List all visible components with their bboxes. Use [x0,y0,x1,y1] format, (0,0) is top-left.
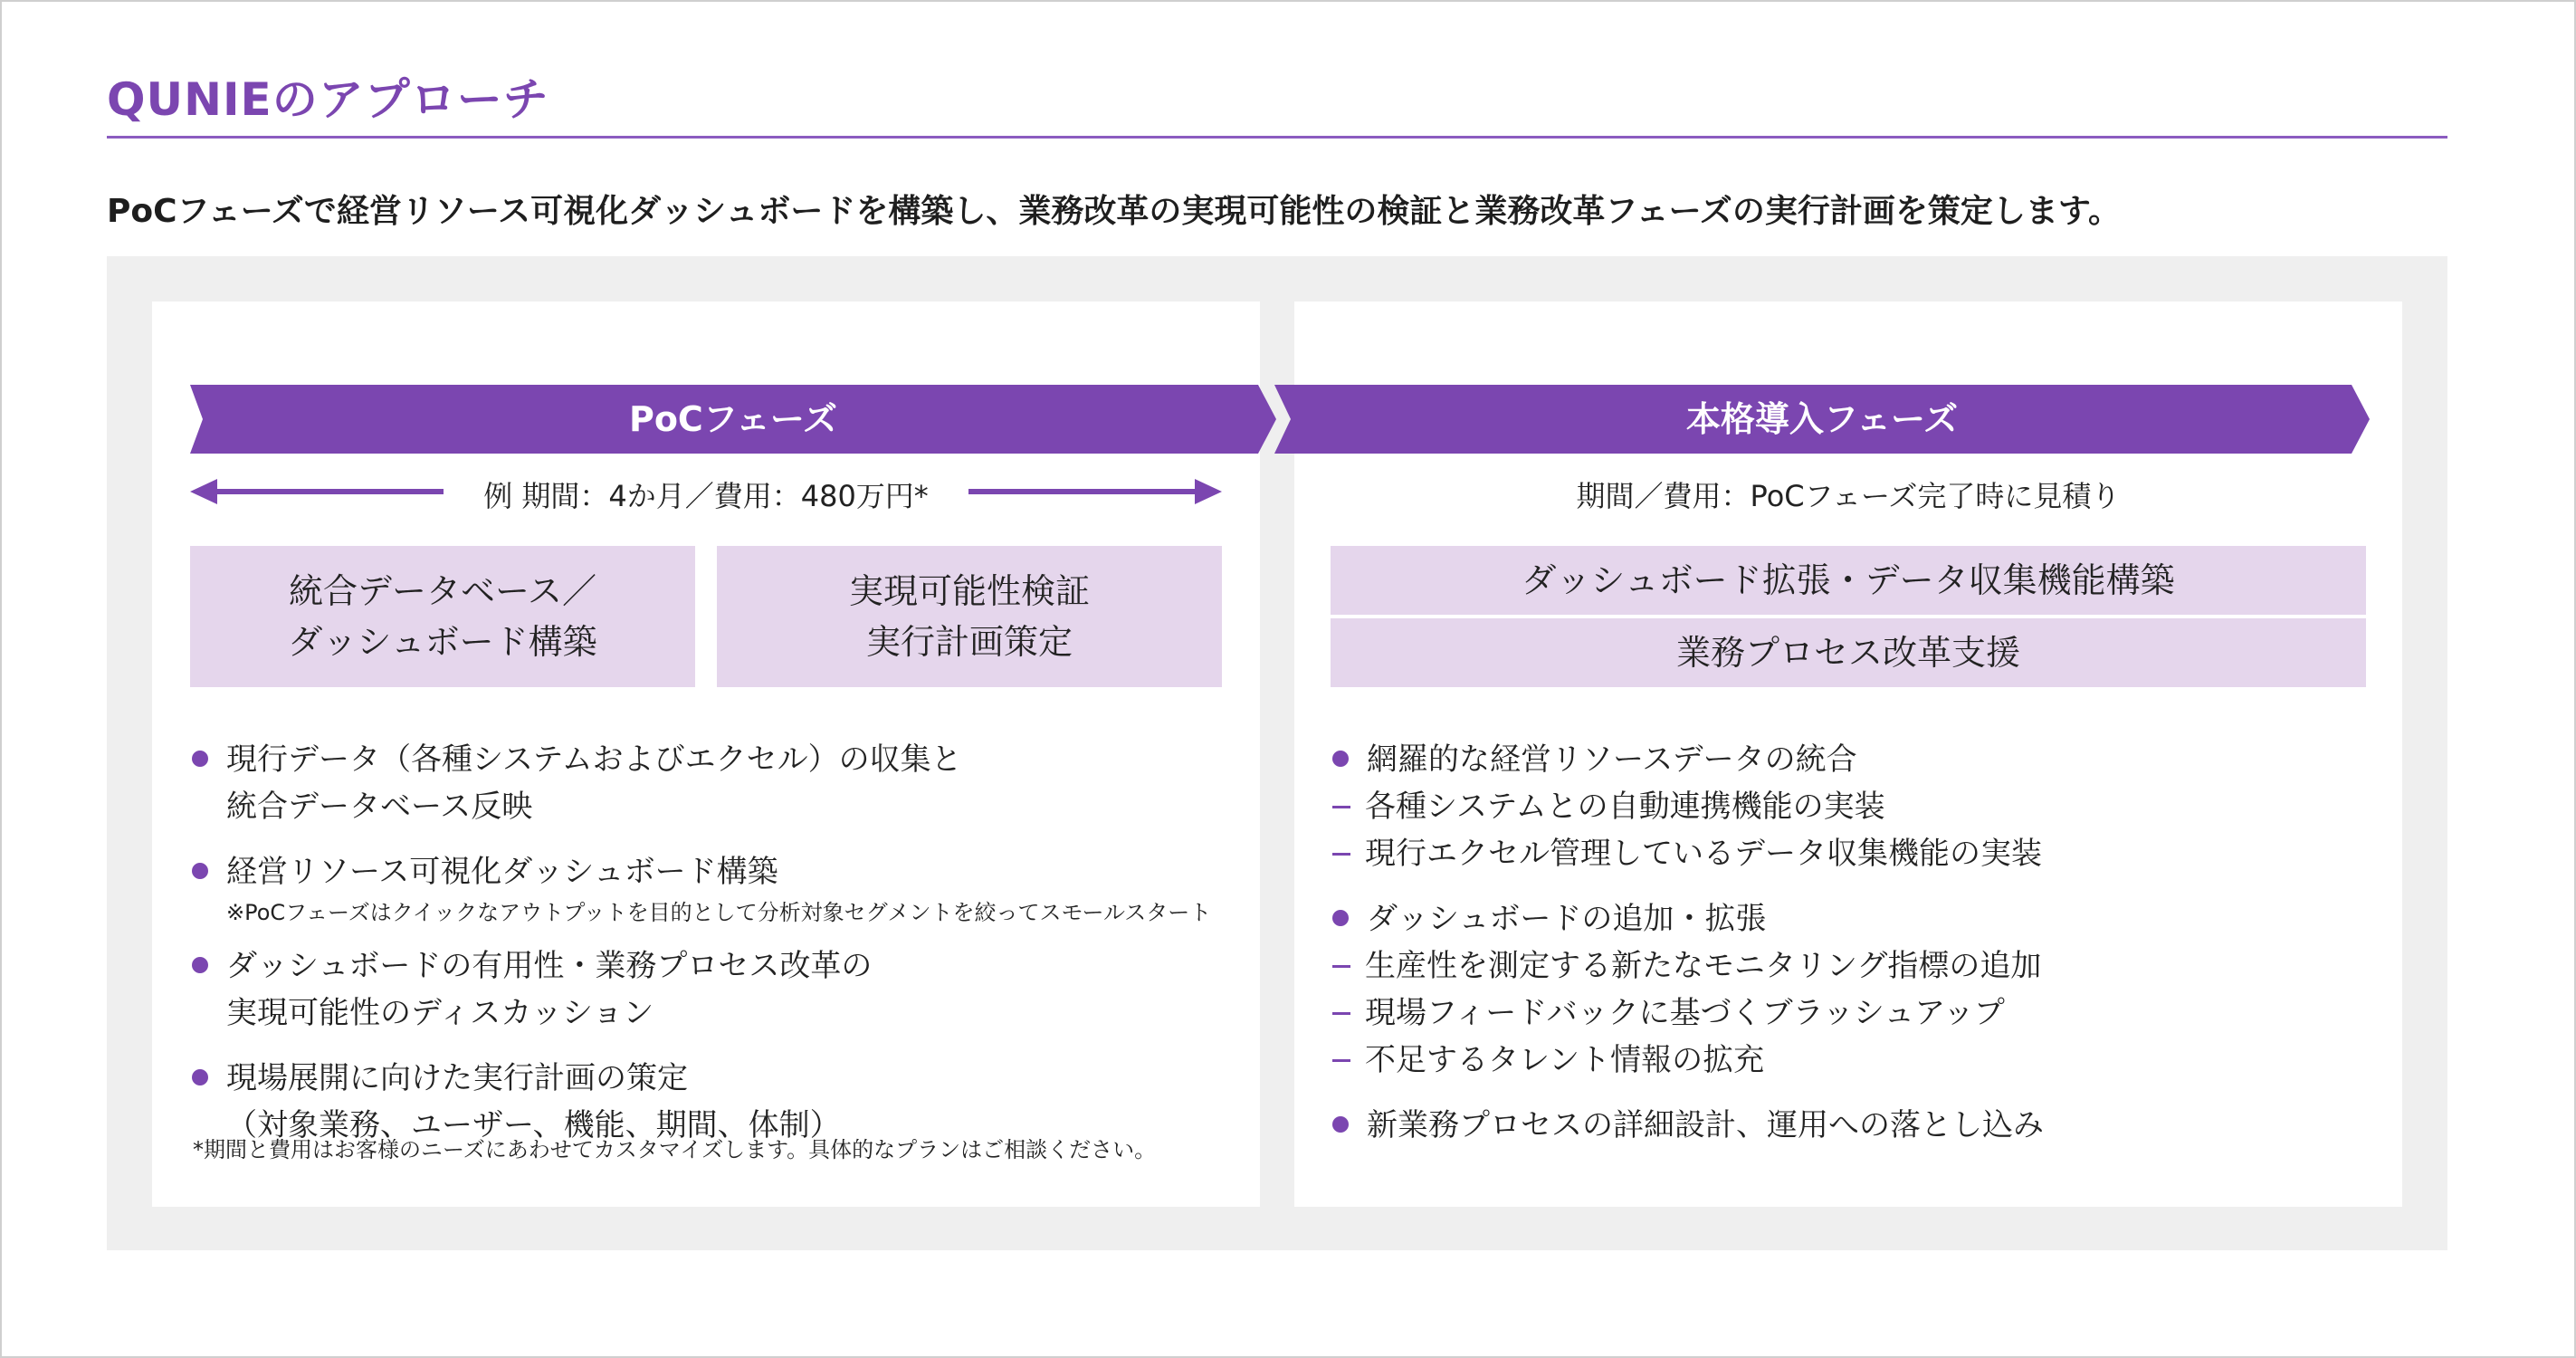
sub-item [1331,830,2380,877]
dash-icon [1332,806,1350,808]
sub-item [1331,990,2380,1037]
poc-period-row [190,464,1222,519]
title-divider [107,136,2447,139]
list-item [1331,1102,2380,1149]
sub-item-text: 不足するタレント情報の拡充 [1365,1042,1765,1078]
sub-item [1331,942,2380,990]
list-item-line: ダッシュボードの追加・拡張 [1367,901,1767,937]
full-rollout-panel [1294,301,2402,1207]
footnote: *期間と費用はお客様のニーズにあわせてカスタマイズします。具体的なプランはご相談ください。 [193,1137,1157,1162]
lead-text: PoCフェーズで経営リソース可視化ダッシュボードを構築し、業務改革の実現可能性の検証と業務改革フェーズの実行計画を策定します。 [107,193,2121,230]
list-item [190,736,1240,830]
sub-item [1331,1037,2380,1084]
dash-icon [1332,1059,1350,1062]
bullet-dot-icon [1332,751,1349,767]
rollout-phase-label: 本格導入フェーズ [1685,399,1959,439]
sub-item-text: 生産性を測定する新たなモニタリング指標の追加 [1365,948,2042,984]
dash-icon [1332,853,1350,856]
rollout-period-text: 期間／費用：PoCフェーズ完了時に見積り [1576,479,2121,513]
list-item-line: 新業務プロセスの詳細設計、運用への落とし込み [1367,1107,2044,1143]
sub-item-text: 現場フィードバックに基づくブラッシュアップ [1365,995,2005,1031]
sub-item-text: 現行エクセル管理しているデータ収集機能の実装 [1365,836,2042,872]
list-item-line: 経営リソース可視化ダッシュボード構築 [226,854,778,890]
sub-item-text: 各種システムとの自動連携機能の実装 [1365,789,1885,825]
list-item [1331,895,2380,1084]
poc-bullet-list [190,736,1240,1167]
bullet-dot-icon [1332,1116,1349,1133]
poc-period-text: 例 期間：4か月／費用：480万円* [483,479,929,513]
content-area [107,256,2447,1250]
list-item-line: 網羅的な経営リソースデータの統合 [1367,741,1857,778]
list-item-line: 実現可能性のディスカッション [226,995,654,1031]
page-title: QUNIEのアプローチ [107,73,549,126]
poc-box-database [190,546,695,687]
poc-box-verification [717,546,1222,687]
rollout-phase-chevron [1274,385,2370,454]
right-arrow-icon [968,477,1222,506]
poc-phase-chevron [190,385,1276,454]
poc-box-database-line2: ダッシュボード構築 [288,622,597,662]
list-item [1331,736,2380,877]
rollout-box-dashboard: ダッシュボード拡張・データ収集機能構築 [1331,546,2366,615]
bullet-dot-icon [192,863,208,879]
poc-box-database-line1: 統合データベース／ [288,571,597,611]
list-item-line: ダッシュボードの有用性・業務プロセス改革の [226,948,873,984]
list-item [190,942,1240,1037]
poc-panel [152,301,1260,1207]
bullet-dot-icon [192,1069,208,1085]
rollout-box-process: 業務プロセス改革支援 [1331,618,2366,687]
list-item [190,848,1240,928]
sub-item [1331,783,2380,830]
list-item-line: 統合データベース反映 [226,789,533,825]
list-item-line: （対象業務、ユーザー、機能、期間、体制） [226,1107,841,1143]
rollout-bullet-list [1331,736,2380,1167]
list-item-line: 現場展開に向けた実行計画の策定 [226,1060,688,1096]
dash-icon [1332,1012,1350,1015]
poc-box-verification-line2: 実行計画策定 [865,622,1073,662]
poc-box-verification-line1: 実現可能性検証 [848,571,1090,611]
bullet-dot-icon [192,957,208,973]
bullet-dot-icon [1332,910,1349,926]
list-item-note: ※PoCフェーズはクイックなアウトプットを目的として分析対象セグメントを絞ってスモールスタート [226,900,1212,925]
poc-phase-label: PoCフェーズ [628,399,838,439]
dash-icon [1332,965,1350,968]
bullet-dot-icon [192,751,208,767]
list-item-line: 現行データ（各種システムおよびエクセル）の収集と [226,741,962,778]
